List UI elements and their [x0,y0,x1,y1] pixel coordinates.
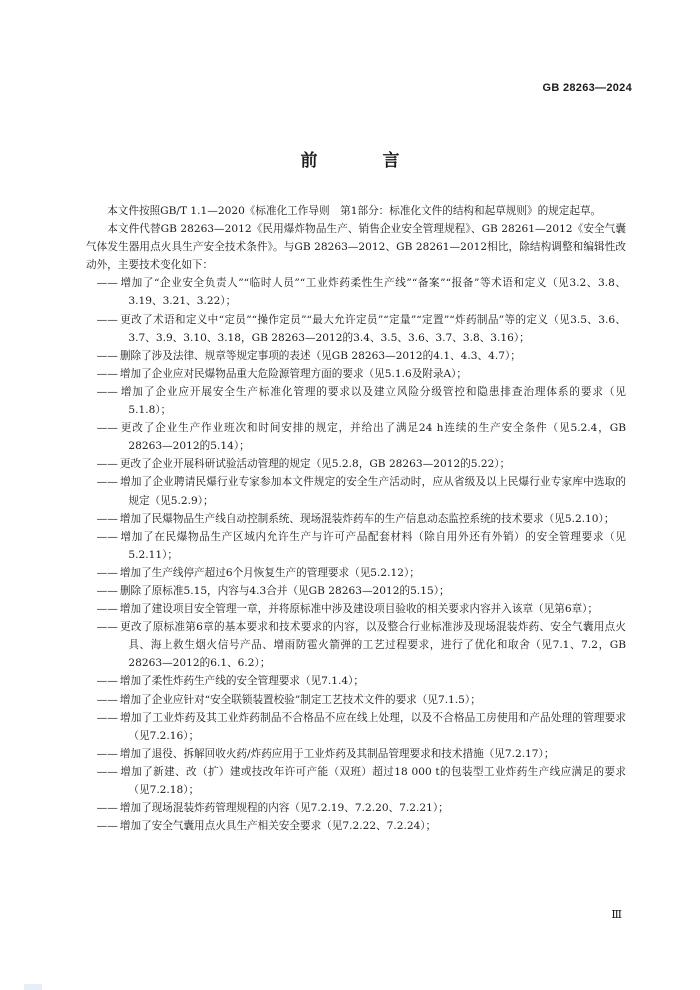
list-dash: —— [96,349,118,362]
list-item [86,455,626,473]
list-item-text: 增加了安全气囊用点火具生产相关安全要求（见7.2.22、7.2.24）； [119,820,437,833]
list-item [86,691,626,709]
list-item-text: 增加了民爆物品生产线自动控制系统、现场混装炸药车的生产信息动态监控系统的技术要求（见5.2.10）； [119,512,615,525]
list-item-text: 增加了建设项目安全管理一章，并将原标准中涉及建设项目验收的相关要求内容并入该章（见第6章）； [119,603,599,616]
list-item [86,672,626,690]
list-item-text: 更改了术语和定义中“定员”“操作定员”“最大允许定员”“定量”“定置”“炸药制品”等的定义（见3.5、3.6、3.7、3.9、3.10、3.18，GB 28263—2012的3.4、3.5、3.6、3.7、3.8、3.16）； [119,313,626,344]
list-dash: —— [96,476,118,489]
list-dash: —— [96,603,118,616]
list-item [86,365,626,383]
list-item [86,745,626,763]
list-dash: —— [96,277,118,290]
paragraph-drafting-rules: 本文件按照GB/T 1.1—2020《标准化工作导则 第1部分：标准化文件的结构和起草规则》的规定起草。 [107,205,602,217]
list-item [86,618,626,672]
standard-number: GB 28263—2024 [542,82,632,94]
list-item-text: 增加了退役、拆解回收火药/炸药应用于工业炸药及其制品管理要求和技术措施（见7.2.17）； [119,747,555,760]
list-dash: —— [96,693,118,706]
corner-mark [24,984,42,990]
list-item [86,528,626,564]
list-item [86,709,626,745]
list-dash: —— [96,765,118,778]
list-dash: —— [96,711,118,724]
list-item [86,799,626,817]
list-item-text: 增加了柔性炸药生产线的安全管理要求（见7.1.4）； [119,675,365,688]
list-item-text: 增加了企业应开展安全生产标准化管理的要求以及建立风险分级管控和隐患排查治理体系的要求（见5.1.8）； [119,385,626,417]
list-dash: —— [96,512,118,525]
list-item [86,582,626,600]
list-dash: —— [96,313,118,326]
list-dash: —— [96,621,118,634]
list-dash: —— [96,367,118,380]
list-item-text: 增加了工业炸药及其工业炸药制品不合格品不应在线上处理，以及不合格品工房使用和产品处理的管理要求（见7.2.16）； [119,711,626,742]
document-body [86,202,626,835]
list-item [86,383,626,419]
list-item-text: 增加了企业应针对“安全联锁装置校验”制定工艺技术文件的要求（见7.1.5）； [119,693,481,706]
list-item-text: 更改了企业开展科研试验活动管理的规定（见5.2.8，GB 28263—2012的5.22）； [119,458,511,471]
list-dash: —— [96,675,118,688]
list-item-text: 增加了新建、改（扩）建或技改年许可产能（双班）超过18 000 t的包装型工业炸药生产线应满足的要求（见7.2.18）； [119,765,626,796]
list-item-text: 删除了涉及法律、规章等规定事项的表述（见GB 28263—2012的4.1、4.3、4.7）； [119,349,521,362]
list-dash: —— [96,584,118,597]
list-item [86,763,626,799]
change-list [86,274,626,835]
list-item [86,564,626,582]
list-item-text: 删除了原标准5.15，内容与4.3合并（见GB 28263—2012的5.15）； [119,584,450,597]
list-item-text: 增加了“企业安全负责人”“临时人员”“工业炸药柔性生产线”“备案”“报备”等术语和定义（见3.2、3.8、3.19、3.21、3.22）； [119,277,626,308]
list-dash: —— [96,820,118,833]
list-dash: —— [96,530,118,543]
list-dash: —— [96,566,118,579]
list-item [86,817,626,835]
page-title: 前 言 [300,151,424,171]
list-item-text: 更改了企业生产作业班次和时间安排的规定，并给出了满足24 h连续的生产安全条件（见5.2.4，GB 28263—2012的5.14）； [119,422,626,453]
list-dash: —— [96,422,118,435]
list-dash: —— [96,802,118,815]
page-number: Ⅲ [611,908,622,921]
list-item [86,419,626,455]
list-item [86,347,626,365]
list-item-text: 增加了企业应对民爆物品重大危险源管理方面的要求（见5.1.6及附录A）； [119,367,468,380]
list-item-text: 增加了在民爆物品生产区域内允许生产与许可产品配套材料（除自用外还有外销）的安全管理要求（见5.2.11）； [119,530,626,561]
list-item-text: 增加了企业聘请民爆行业专家参加本文件规定的安全生产活动时，应从省级及以上民爆行业专家库中选取的规定（见5.2.9）； [119,476,626,507]
list-item [86,274,626,310]
list-dash: —— [96,458,118,471]
list-item [86,311,626,347]
list-item-text: 增加了现场混装炸药管理规程的内容（见7.2.19、7.2.20、7.2.21）； [119,802,449,815]
list-item [86,473,626,509]
list-item-text: 增加了生产线停产超过6个月恢复生产的管理要求（见5.2.12）； [119,566,420,579]
list-item-text: 更改了原标准第6章的基本要求和技术要求的内容，以及整合行业标准涉及现场混装炸药、安全气囊用点火具、海上救生烟火信号产品、增雨防雹火箭弹的工艺过程要求，进行了优化和取舍（见7.1、7.2，GB 28263—2012的6.1、6.2）； [119,621,626,670]
list-dash: —— [96,747,118,760]
paragraph-replaces: 本文件代替GB 28263—2012《民用爆炸物品生产、销售企业安全管理规程》、GB 28261—2012《安全气囊气体发生器用点火具生产安全技术条件》。与GB 28263—2012、GB 28261—2012相比，除结构调整和编辑性改动外，主要技术变化如下： [86,223,626,272]
list-item [86,600,626,618]
list-item [86,510,626,528]
list-dash: —— [96,385,118,398]
